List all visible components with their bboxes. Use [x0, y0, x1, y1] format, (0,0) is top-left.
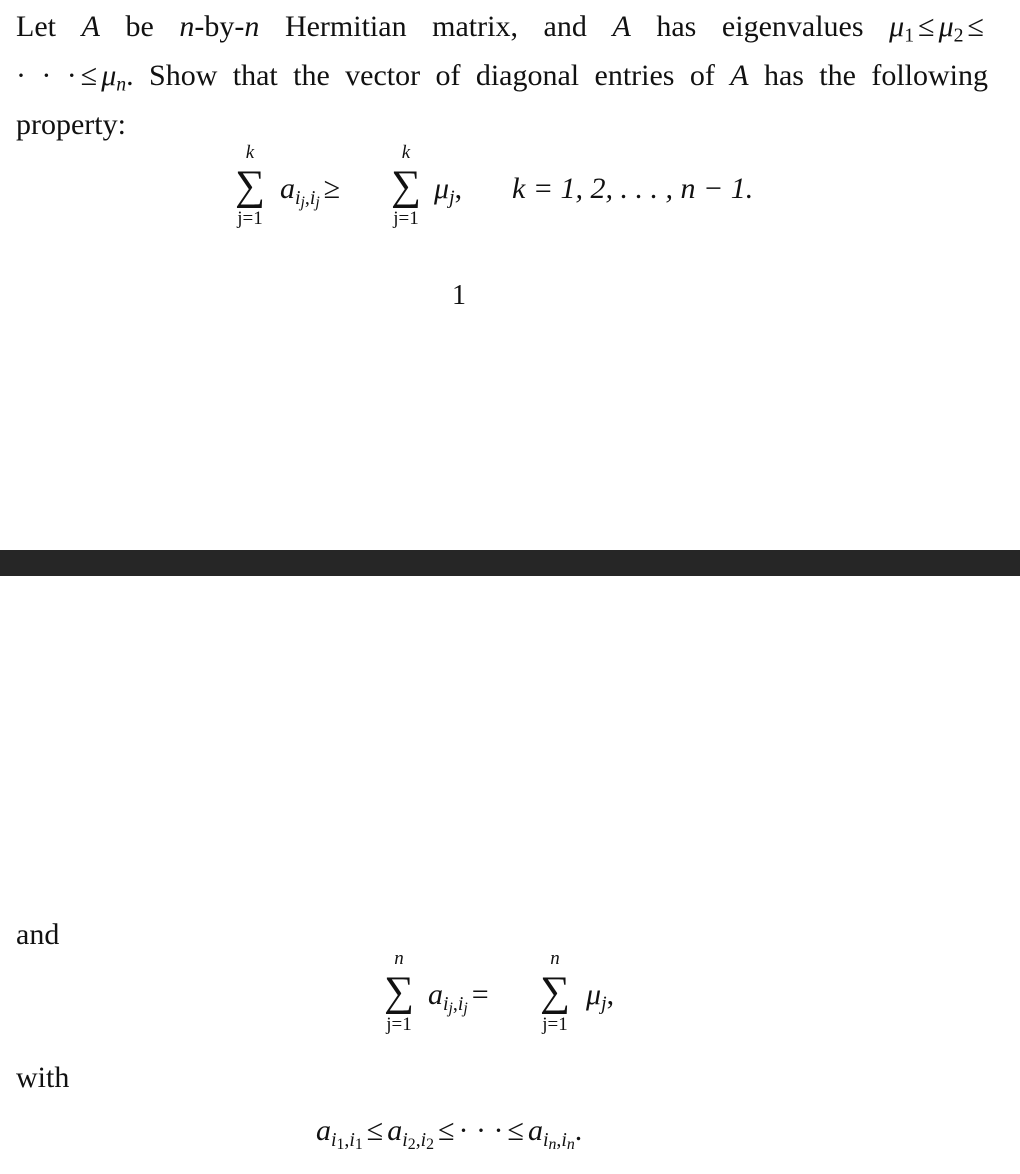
word-with: with — [16, 1061, 70, 1094]
page-separator — [0, 550, 1020, 576]
eigenvalue-chain: $\mu_1 \le \mu_2$ ≤ — [889, 10, 984, 47]
statement-line-3: property: — [16, 108, 126, 141]
ordering-chain: $a_{i_1,i_1} \le a_{i_2,i_2}$ ≤ · · · ≤ $a_{i_n,i_n}$. — [316, 1114, 583, 1153]
statement-line-1: Let A be n-by-n Hermitian matrix, and A has eigenvalues $\mu_1 \le \mu_2$ ≤ — [16, 2, 988, 51]
k-range: k = 1, 2, . . . , n − 1. — [512, 172, 754, 205]
eigen-term-2: $\mu_j$, — [586, 978, 615, 1015]
sum-symbol-left: k ∑ j=1 — [235, 142, 265, 229]
problem-statement — [16, 2, 988, 149]
statement-line-2: · · · ≤ $\mu_n$. Show that the vector of diagonal entries of A has the following — [16, 59, 988, 96]
sum-symbol-right: k ∑ j=1 — [391, 142, 421, 229]
page-number: 1 — [452, 280, 466, 311]
sum-symbol-left-2: n ∑ j=1 — [384, 948, 414, 1035]
sum-symbol-right-2: n ∑ j=1 — [540, 948, 570, 1035]
page-2 — [0, 576, 1020, 1174]
diag-term-2: $a_{i_j,i_j}$ = — [428, 978, 489, 1017]
page-1 — [0, 0, 1020, 550]
diag-term: $a_{i_j,i_j}$ ≥ — [280, 172, 341, 211]
word-and: and — [16, 918, 60, 951]
eigenvalue-chain-end: · · · ≤ $\mu_n$. — [16, 59, 134, 96]
eigen-term: $\mu_j$, — [434, 172, 463, 209]
